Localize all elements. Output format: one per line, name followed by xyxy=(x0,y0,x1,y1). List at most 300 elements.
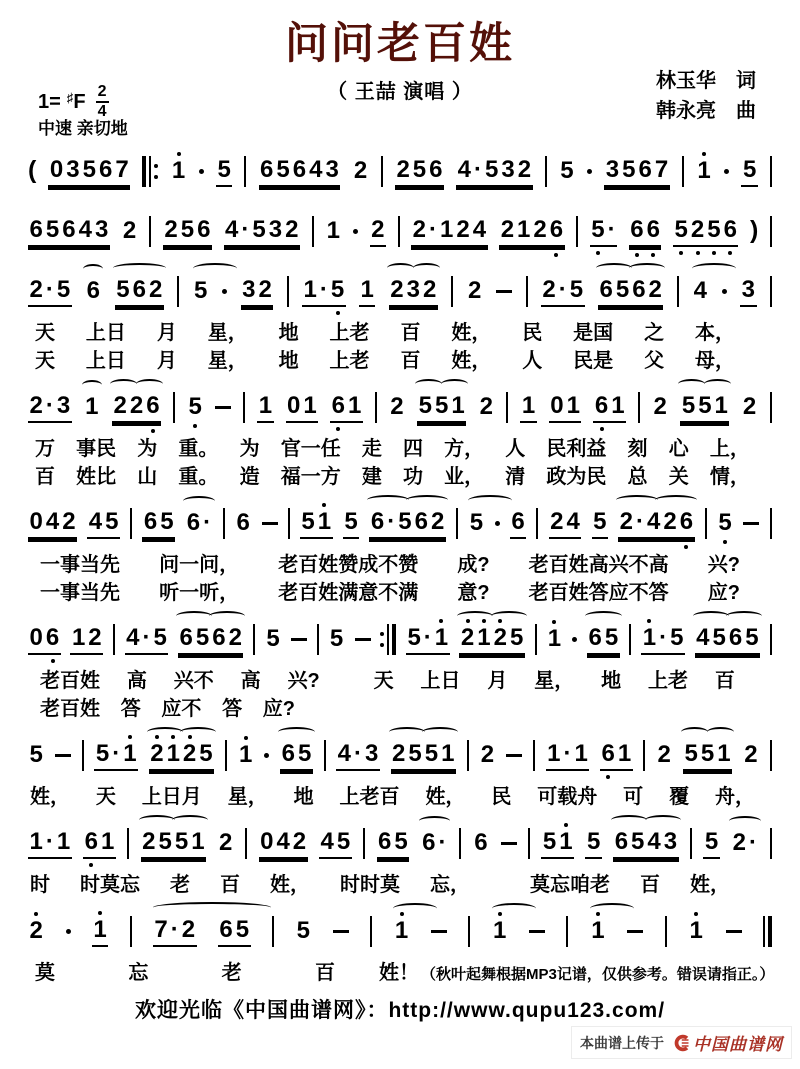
barline-stroke xyxy=(387,624,389,655)
barline xyxy=(526,274,528,308)
barline-stroke xyxy=(770,828,772,859)
barline xyxy=(223,506,225,540)
lyric-syllable: 上老 xyxy=(648,670,689,692)
note-group xyxy=(286,392,319,423)
note-group xyxy=(216,156,232,187)
note-char: 1 xyxy=(317,507,332,535)
lyric-syllable: 天 xyxy=(373,670,394,692)
lyric-syllable: 民是 xyxy=(573,350,614,372)
augmentation-dot xyxy=(724,169,729,174)
barline-stroke xyxy=(223,508,225,539)
note-char: 5 xyxy=(670,623,684,651)
note-char: 5 xyxy=(593,507,607,535)
note-char: 5 xyxy=(276,155,290,183)
barline-stroke xyxy=(363,828,365,859)
note-char: 1 xyxy=(689,916,703,944)
lyric-syllable: 老 xyxy=(221,962,242,984)
note-char: 2 xyxy=(113,391,127,419)
note-group xyxy=(92,916,108,947)
note-char: 3 xyxy=(365,739,379,767)
note-char: 5 xyxy=(398,507,412,535)
note-group xyxy=(688,917,704,946)
note-group xyxy=(743,741,759,770)
barline-stroke xyxy=(545,156,547,187)
note-group xyxy=(121,217,137,246)
note-char: 1 xyxy=(547,624,562,652)
notation-line xyxy=(0,730,800,780)
note-char: · xyxy=(749,828,758,856)
note-char: 7 xyxy=(115,155,129,183)
note-char: 2 xyxy=(182,739,197,767)
note-group xyxy=(641,624,685,655)
barline-stroke xyxy=(375,392,377,423)
note-char: 2 xyxy=(456,215,470,243)
barline-stroke xyxy=(528,828,530,859)
note-char: 3 xyxy=(325,155,339,183)
note-char: 3 xyxy=(501,155,515,183)
note-char: · xyxy=(438,828,447,856)
barline xyxy=(467,738,469,772)
note-group xyxy=(613,828,678,859)
note-char: 3 xyxy=(605,155,620,183)
repeat-dot xyxy=(154,164,158,168)
note-char: 2 xyxy=(500,215,515,243)
note-char: 6 xyxy=(236,508,250,536)
barline xyxy=(665,914,667,948)
lyric-syllable: 上日 xyxy=(85,350,126,372)
note-char: 5 xyxy=(569,275,584,303)
note-group xyxy=(618,508,694,539)
duration-dash xyxy=(501,842,517,845)
note-char: 6 xyxy=(292,155,307,183)
note-group xyxy=(330,392,363,423)
lyrics-line xyxy=(35,432,800,460)
note-char: 1 xyxy=(85,392,99,420)
note-group xyxy=(479,741,495,770)
note-group xyxy=(319,828,352,859)
qupu-logo[interactable] xyxy=(672,1030,783,1055)
note-char: 2 xyxy=(493,623,507,651)
lyric-syllable: 走 xyxy=(361,438,382,460)
note-char: 6 xyxy=(614,827,629,855)
note-char: 1 xyxy=(326,216,340,244)
note-char: 2 xyxy=(150,739,164,767)
note-char: 4 xyxy=(276,827,290,855)
note-char: 2 xyxy=(62,507,76,535)
note-char: 6 xyxy=(331,391,346,419)
note-group xyxy=(741,393,757,422)
note-group xyxy=(115,276,164,307)
lyric-syllable: 上老 xyxy=(329,322,370,344)
lyric-syllable: 高 xyxy=(240,670,261,692)
note-char: 5 xyxy=(560,156,574,184)
note-char: 5 xyxy=(412,155,427,183)
note-group xyxy=(478,393,494,422)
lyric-syllable: 老百姓高兴不高 xyxy=(528,554,669,576)
note-char: · xyxy=(45,827,54,855)
barline-stroke xyxy=(467,740,469,771)
note-group xyxy=(302,276,346,307)
note-char: 6 xyxy=(84,827,98,855)
note-char: 2 xyxy=(742,392,757,420)
note-char: 3 xyxy=(406,275,420,303)
note-char: 2 xyxy=(353,156,368,184)
lyric-syllable: 政为民 xyxy=(546,466,607,488)
barline xyxy=(566,914,568,948)
page-title: 问问老百姓 xyxy=(285,20,515,68)
barline xyxy=(225,738,227,772)
note-group xyxy=(241,276,274,307)
note-char: 2 xyxy=(258,275,272,303)
lyric-syllable: 百 xyxy=(400,322,421,344)
note-char: 1 xyxy=(717,739,731,767)
lyric-syllable: 百 xyxy=(640,874,660,896)
lyric-syllable: 应? xyxy=(262,698,295,720)
note-char: 6 xyxy=(281,739,295,767)
note-group xyxy=(178,624,243,655)
note-group xyxy=(717,509,733,538)
duration-dash xyxy=(743,522,759,525)
note-char: 1 xyxy=(348,391,362,419)
note-group xyxy=(456,156,532,187)
note-char: 1 xyxy=(303,275,317,303)
note-char: 4 xyxy=(693,276,707,304)
final-barline xyxy=(763,914,772,948)
notation-line xyxy=(0,382,800,432)
note-group xyxy=(28,828,72,859)
lyric-syllable: 姓， xyxy=(690,874,730,896)
note-group xyxy=(28,917,44,946)
barline xyxy=(456,506,458,540)
note-group xyxy=(163,216,212,247)
note-char: 2 xyxy=(619,507,633,535)
music-system xyxy=(0,266,800,372)
note-group xyxy=(336,740,380,771)
note-char: 1 xyxy=(166,739,180,767)
note-char: 5 xyxy=(509,623,524,651)
music-system xyxy=(0,498,800,604)
barline xyxy=(173,390,175,424)
note-char: 2 xyxy=(142,827,156,855)
lyric-syllable: 兴不 xyxy=(173,670,214,692)
note-char: 1 xyxy=(697,156,711,184)
note-group xyxy=(83,828,116,859)
repeat-end-barline xyxy=(380,622,396,656)
qupu-c-icon xyxy=(672,1034,690,1052)
note-group xyxy=(259,828,308,859)
note-char: 5 xyxy=(296,916,310,944)
duration-dash xyxy=(726,930,742,933)
note-char: 4 xyxy=(320,827,334,855)
note-char: 5 xyxy=(700,739,715,767)
note-char: 5 xyxy=(684,739,698,767)
note-char: 5 xyxy=(188,392,202,420)
barline xyxy=(677,274,679,308)
lyric-syllable: 天 xyxy=(95,786,116,808)
lyric-syllable: 是国 xyxy=(573,322,614,344)
note-char: 2 xyxy=(392,739,406,767)
repeat-dots xyxy=(380,632,384,647)
lyric-syllable: 造 xyxy=(239,466,260,488)
lyric-syllable: 功 xyxy=(402,466,423,488)
lyric-syllable: 上老百 xyxy=(339,786,400,808)
barline xyxy=(770,154,772,188)
credits xyxy=(656,66,756,126)
lyric-syllable: 心 xyxy=(668,438,689,460)
barline-stroke xyxy=(638,392,640,423)
note-group xyxy=(421,829,448,858)
lyrics-line xyxy=(30,780,800,808)
barline xyxy=(770,506,772,540)
note-char: 0 xyxy=(287,391,301,419)
lyric-syllable: 姓， xyxy=(270,874,310,896)
lyric-syllable: 上日 xyxy=(420,670,461,692)
note-group xyxy=(170,157,186,186)
note-group xyxy=(541,828,574,859)
lyric-syllable: 福一方 xyxy=(280,466,341,488)
upload-prefix-label: 本曲谱上传于 xyxy=(580,1034,664,1051)
performer-subtitle: （ 王喆 演唱 ） xyxy=(327,81,473,103)
lyric-syllable: 总 xyxy=(627,466,648,488)
note-char: · xyxy=(319,275,328,303)
note-char: 5 xyxy=(180,215,195,243)
lyric-syllable: 星， xyxy=(534,670,575,692)
lyric-syllable: 关 xyxy=(668,466,689,488)
note-char: 5 xyxy=(29,740,43,768)
note-char: 6 xyxy=(143,507,158,535)
note-char: 6 xyxy=(601,739,615,767)
note-char: 2 xyxy=(88,623,102,651)
note-char: 4 xyxy=(126,623,140,651)
barline xyxy=(375,390,377,424)
barline xyxy=(288,506,290,540)
note-char: 4 xyxy=(45,507,60,535)
augmentation-dot xyxy=(222,289,227,294)
note-char: 2 xyxy=(479,392,493,420)
barline xyxy=(244,154,246,188)
lyric-syllable: 天 xyxy=(35,322,55,344)
lyric-syllable: 方， xyxy=(444,438,485,460)
lyric-syllable: 姓， xyxy=(451,322,492,344)
note-char: 6 xyxy=(62,215,76,243)
lyric-syllable: 四 xyxy=(402,438,423,460)
note-char: 5 xyxy=(407,623,421,651)
lyric-syllable: 问一问， xyxy=(159,554,240,576)
note-char: 6 xyxy=(632,275,646,303)
parenthesis: ) xyxy=(750,216,759,244)
note-char: 2 xyxy=(122,216,137,244)
music-system xyxy=(0,382,800,488)
note-char: 2 xyxy=(480,740,495,768)
note-char: 5 xyxy=(330,275,345,303)
note-char: 5 xyxy=(674,215,688,243)
barline-stroke xyxy=(677,276,679,307)
note-char: 1 xyxy=(477,623,491,651)
note-group xyxy=(541,276,585,307)
note-char: 4 xyxy=(647,827,661,855)
note-char: 1 xyxy=(360,275,374,303)
lyric-syllable: 重。 xyxy=(178,466,219,488)
barline xyxy=(363,826,365,860)
note-group xyxy=(703,828,719,859)
lyric-syllable: 山 xyxy=(137,466,158,488)
note-group xyxy=(652,393,668,422)
lyric-syllable: 父 xyxy=(644,350,665,372)
note-char: 2 xyxy=(29,916,43,944)
lyrics-segments xyxy=(40,692,295,721)
barline-stroke xyxy=(173,392,175,423)
note-char: 1 xyxy=(517,215,531,243)
music-system xyxy=(0,818,800,896)
note-char: 2 xyxy=(181,915,196,943)
lyric-syllable: 老百姓 xyxy=(40,670,100,692)
lyric-syllable: 上日 xyxy=(85,322,126,344)
note-group xyxy=(153,916,197,947)
lyricist-credit: 林玉华 词 xyxy=(656,70,756,92)
barline xyxy=(253,622,255,656)
lyric-syllable: 民利益 xyxy=(546,438,607,460)
notation-line xyxy=(0,146,800,196)
repeat-start-barline xyxy=(142,154,158,188)
note-char: 1 xyxy=(566,391,580,419)
duration-dash xyxy=(333,930,349,933)
lyric-syllable: 上， xyxy=(709,438,750,460)
note-group xyxy=(328,625,344,654)
note-char: · xyxy=(387,507,396,535)
note-char: 5 xyxy=(718,508,732,536)
lyric-syllable: 可 xyxy=(623,786,644,808)
barline xyxy=(370,914,372,948)
augmentation-dot xyxy=(587,169,592,174)
duration-dash xyxy=(529,930,545,933)
note-char: 5 xyxy=(174,827,189,855)
note-group xyxy=(217,829,233,858)
lyric-syllable: 人 xyxy=(505,438,526,460)
upload-banner xyxy=(571,1026,792,1059)
note-char: 1 xyxy=(642,623,657,651)
note-group xyxy=(300,508,333,539)
note-group xyxy=(593,392,626,423)
note-char: 5 xyxy=(45,215,60,243)
note-char: 6 xyxy=(86,276,100,304)
note-char: · xyxy=(354,739,363,767)
note-char: 0 xyxy=(29,623,43,651)
note-group xyxy=(193,277,209,306)
note-group xyxy=(459,624,524,655)
note-char: 6 xyxy=(414,507,428,535)
note-group xyxy=(559,157,575,186)
lyric-syllable: 意? xyxy=(457,582,490,604)
lyric-syllable: 地 xyxy=(601,670,622,692)
note-char: 5 xyxy=(704,827,719,855)
lyrics-line xyxy=(40,664,800,692)
note-group xyxy=(112,392,161,423)
note-char: 6 xyxy=(197,215,211,243)
lyric-syllable: 刻 xyxy=(627,438,648,460)
barline xyxy=(535,622,537,656)
note-char: 3 xyxy=(66,155,80,183)
note-char: 3 xyxy=(663,827,678,855)
note-char: · xyxy=(112,739,121,767)
note-group xyxy=(546,740,590,771)
barline xyxy=(459,826,461,860)
note-group xyxy=(142,508,175,539)
note-group xyxy=(28,508,77,539)
note-group xyxy=(587,624,620,655)
note-char: 3 xyxy=(56,391,71,419)
note-char: 6 xyxy=(212,623,226,651)
lyrics-line xyxy=(30,868,800,896)
note-char: · xyxy=(607,215,616,243)
note-char: 5 xyxy=(484,155,499,183)
lyric-syllable: 应不 xyxy=(161,698,202,720)
barline-stroke xyxy=(566,916,568,947)
barline-stroke xyxy=(770,508,772,539)
note-char: 6 xyxy=(219,915,233,943)
barline-stroke xyxy=(770,156,772,187)
lyric-syllable: 地 xyxy=(293,786,314,808)
transcriber-note: （秋叶起舞根据MP3记谱，仅供参考。错误请指正。） xyxy=(421,966,775,983)
note-char: 5 xyxy=(336,827,351,855)
notation-line xyxy=(0,206,800,256)
barline-stroke xyxy=(253,624,255,655)
note-group xyxy=(185,509,212,538)
note-char: · xyxy=(473,155,482,183)
tempo-marking: 中速 亲切地 xyxy=(38,119,128,138)
note-char: 7 xyxy=(654,155,669,183)
note-char: · xyxy=(429,215,438,243)
barline-stroke xyxy=(130,916,132,947)
note-char: 2 xyxy=(148,275,163,303)
note-char: 1 xyxy=(714,391,728,419)
barline xyxy=(536,506,538,540)
sharp-accidental: ♯ xyxy=(66,89,74,105)
note-group xyxy=(692,277,708,306)
music-system xyxy=(0,614,800,720)
note-char: 5 xyxy=(297,739,312,767)
lyric-syllable: 上日月 xyxy=(141,786,202,808)
note-group xyxy=(389,393,405,422)
note-char: 4 xyxy=(309,155,323,183)
note-char: 1 xyxy=(434,623,449,651)
barline xyxy=(682,154,684,188)
lyric-final-syllable: 姓！ xyxy=(379,962,419,984)
note-char: 2 xyxy=(218,828,233,856)
note-char: 5 xyxy=(82,155,96,183)
note-char: 1 xyxy=(56,827,71,855)
note-group xyxy=(370,216,386,247)
note-char: 2 xyxy=(690,215,705,243)
note-group xyxy=(473,829,489,858)
barline-stroke xyxy=(690,828,692,859)
note-char: 6 xyxy=(179,623,193,651)
note-char: 5 xyxy=(153,623,167,651)
barline xyxy=(770,826,772,860)
note-char: 5 xyxy=(329,624,344,652)
note-group xyxy=(141,828,206,859)
footer-site-link[interactable]: 欢迎光临《中国曲谱网》：http://www.qupu123.com/ xyxy=(134,999,666,1022)
note-char: 3 xyxy=(242,275,256,303)
lyrics-line xyxy=(35,344,800,372)
lyric-syllable: 一事当先 xyxy=(40,582,120,604)
note-char: 6 xyxy=(260,155,274,183)
lyric-syllable: 应? xyxy=(707,582,740,604)
time-denominator: 4 xyxy=(97,103,107,120)
note-group xyxy=(731,829,758,858)
note-char: 5 xyxy=(742,155,757,183)
note-group xyxy=(369,508,445,539)
note-char: 5 xyxy=(698,391,712,419)
